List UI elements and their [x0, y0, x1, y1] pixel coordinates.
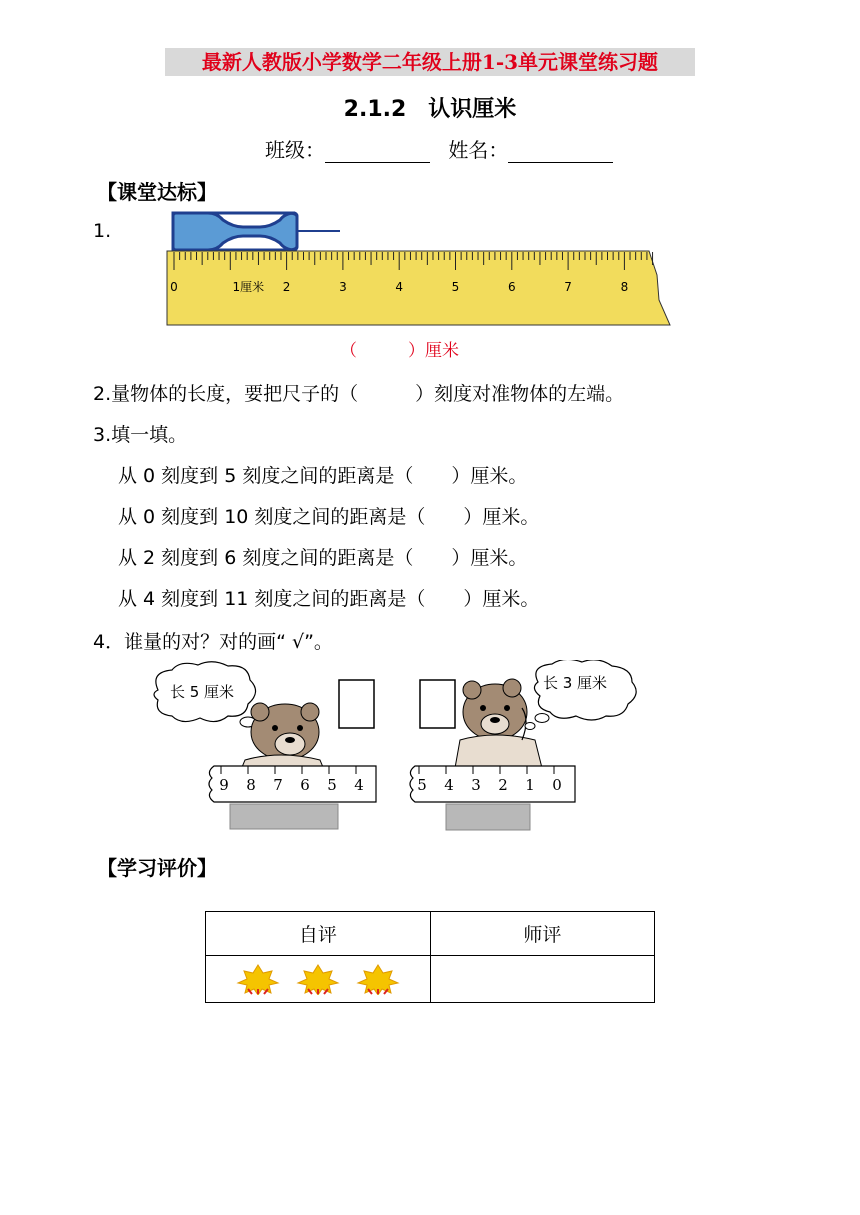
left-check-box[interactable] — [339, 680, 374, 728]
ruler-label: 0 — [552, 776, 562, 794]
class-blank[interactable] — [325, 142, 430, 163]
q1-answer-blank[interactable]: （ ）厘米 — [340, 341, 459, 361]
name-label: 姓名： — [448, 138, 509, 162]
ruler-label: 7 — [273, 776, 283, 794]
q4-title: 4．谁量的对？对的画“ √”。 — [93, 631, 333, 653]
ruler-label: 5 — [327, 776, 337, 794]
section-evaluation-heading: 【学习评价】 — [97, 856, 217, 880]
section-practice-heading: 【课堂达标】 — [97, 180, 217, 204]
lesson-title: 2.1.2 认识厘米 — [343, 97, 517, 122]
right-measured-block — [446, 804, 530, 830]
ruler-label: 9 — [219, 776, 229, 794]
teacher-eval-header: 师评 — [430, 912, 654, 956]
ruler-label: 0 — [170, 280, 178, 294]
left-thought-bubble — [154, 662, 265, 732]
ruler-label: 8 — [620, 280, 629, 294]
q2-text: 2.量物体的长度，要把尺子的（ ）刻度对准物体的左端。 — [93, 383, 625, 405]
ruler-label: 4 — [395, 280, 404, 294]
ruler-label: 6 — [507, 280, 516, 294]
ruler-label: 3 — [471, 776, 481, 794]
right-ruler — [410, 766, 575, 802]
measured-object — [173, 213, 340, 250]
teacher-eval-cell[interactable] — [430, 956, 654, 1003]
self-eval-header: 自评 — [206, 912, 431, 956]
q3-item: 从 0 刻度到 5 刻度之间的距离是（ ）厘米。 — [118, 465, 528, 487]
star-icon[interactable] — [354, 963, 402, 995]
ruler-label: 2 — [498, 776, 508, 794]
left-bubble-text: 长 5 厘米 — [169, 683, 235, 701]
evaluation-table — [205, 911, 655, 1003]
ruler-label: 8 — [246, 776, 256, 794]
banner-title: 最新人教版小学数学二年级上册1-3单元课堂练习题 — [165, 48, 695, 76]
ruler-label: 3 — [339, 280, 347, 294]
ruler-label: 2 — [282, 280, 291, 294]
self-eval-stars-cell[interactable] — [206, 956, 431, 1003]
ruler-label: 5 — [451, 280, 460, 294]
left-ruler — [209, 766, 376, 802]
right-check-box[interactable] — [420, 680, 455, 728]
q1-number: 1. — [93, 220, 112, 242]
centimeter-ruler — [167, 251, 670, 325]
q4-figure — [150, 660, 710, 835]
left-bear-illustration — [240, 703, 325, 772]
ruler-label: 7 — [564, 280, 572, 294]
right-bubble-text: 长 3 厘米 — [542, 674, 608, 692]
ruler-label: 1 — [525, 776, 535, 794]
star-icon[interactable] — [294, 963, 342, 995]
q3-item: 从 2 刻度到 6 刻度之间的距离是（ ）厘米。 — [118, 547, 528, 569]
class-label: 班级： — [265, 138, 325, 162]
q1-ruler-figure — [165, 205, 675, 330]
q3-title: 3.填一填。 — [93, 424, 188, 446]
star-icon[interactable] — [234, 963, 282, 995]
name-blank[interactable] — [508, 142, 613, 163]
q3-item: 从 0 刻度到 10 刻度之间的距离是（ ）厘米。 — [118, 506, 540, 528]
ruler-label: 5 — [417, 776, 427, 794]
ruler-label: 4 — [354, 776, 364, 794]
left-measured-block — [230, 804, 338, 829]
ruler-label: 1厘米 — [232, 280, 265, 294]
ruler-label: 6 — [300, 776, 310, 794]
q3-item: 从 4 刻度到 11 刻度之间的距离是（ ）厘米。 — [118, 588, 540, 610]
right-thought-bubble — [525, 660, 636, 730]
class-name-line — [265, 134, 625, 163]
ruler-label: 4 — [444, 776, 454, 794]
